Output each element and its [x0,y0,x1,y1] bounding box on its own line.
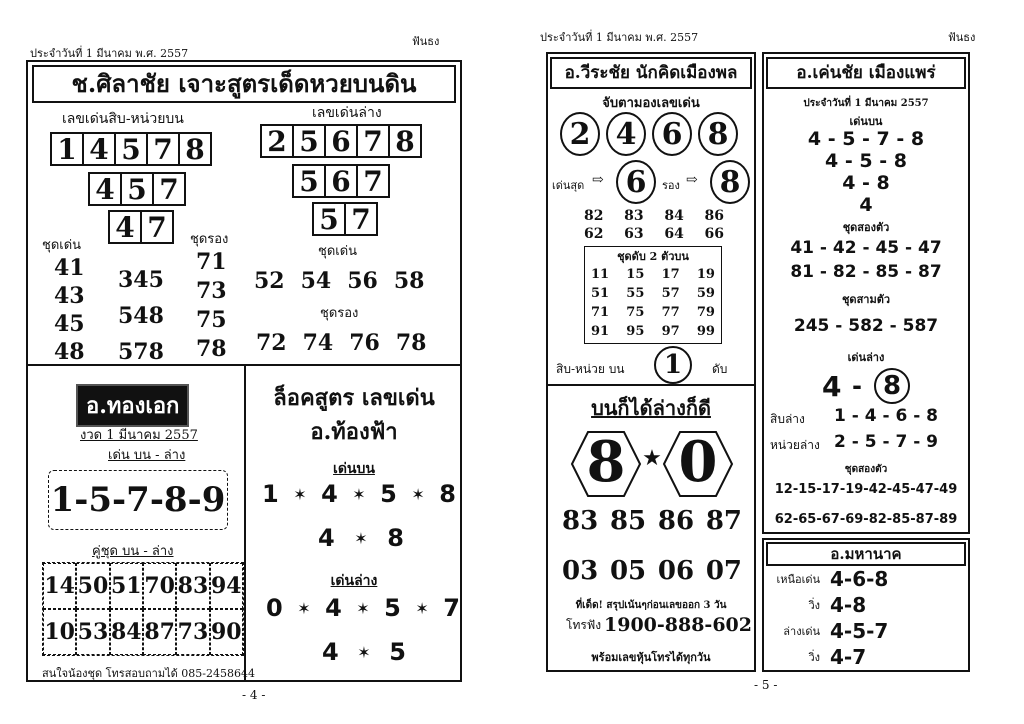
bonlang-num: 83 [562,506,599,536]
left-header-date: ประจำวันที่ 1 มีนาคม พ.ศ. 2557 [30,47,189,60]
dap-num: 71 [591,305,610,320]
weera-den-sut-circle [616,160,656,204]
bonlang-title: บนก็ได้ล่างก็ดี [591,396,711,420]
sila-num: 345 [118,267,164,293]
star-icon: ✶ [411,484,425,504]
right-header-brand: ฟันธง [948,31,976,44]
sila-top-row1 [52,132,212,166]
thongek-big-box [48,470,228,530]
weera-num: 66 [704,226,724,242]
mahanak-title-box [766,542,966,566]
number-circle: 2 [560,112,600,156]
weera-den-sut-value: 6 [625,164,647,200]
thongfa-title1: ล็อคสูตร เลขเด่น [273,385,435,411]
pair-cell: 94 [210,563,243,609]
digit-box: 5 [292,124,326,158]
star-icon: ✶ [352,484,366,504]
mahanak-value: 4-8 [830,593,867,617]
digit-box: 5 [312,202,346,236]
weera-num: 86 [704,208,724,224]
weera-num: 84 [664,208,684,224]
bonlang-num: 86 [657,506,695,536]
mahanak-row [764,592,968,618]
dap-num: 91 [591,324,610,339]
kenchai-lang-circle [874,368,910,404]
sila-num: 48 [54,339,85,365]
thongfa-num: 4 [325,594,342,622]
digit-box: 7 [146,132,180,166]
kenchai-chud-label: ชุดสองตัว [844,464,888,475]
thongek-footer: สนใจน้องชุด โทรสอบถามได้ 085-2458644 [42,667,255,680]
sila-num: 45 [54,311,85,337]
dap-num: 19 [696,267,715,282]
sila-chud-den-label: ชุดเด่น [42,238,82,253]
bonlang-note: ที่เด็ด! สรุปเน้นๆก่อนเลขออก 3 วัน [575,600,727,611]
dap-num: 97 [661,324,680,339]
pair-cell: 73 [176,609,209,655]
kenchai-bon-line: 4 - 5 - 8 [825,150,907,172]
number-circle: 6 [652,112,692,156]
digit-box: 4 [108,210,142,244]
sila-bottom-label: เลขเด่นล่าง [312,105,382,121]
kenchai-nuay-lang-label: หน่วยล่าง [770,438,820,452]
weera-circles [560,112,738,156]
pair-cell: 53 [76,609,109,655]
thongfa-num: 5 [389,638,406,666]
star-icon: ★ [642,446,662,471]
thongfa-num: 8 [387,524,404,552]
thongfa-title2: อ.ท้องฟ้า [310,419,398,445]
weera-rong-value: 8 [719,164,741,200]
dap-num: 15 [626,267,645,282]
kenchai-song-lines [766,236,966,284]
sila-right-den [254,268,425,294]
bonlang-left: 8 [586,429,626,495]
kenchai-sam-label: ชุดสามตัว [841,293,891,306]
weera-row2 [584,226,724,242]
left-header-brand: ฟันธง [412,35,440,48]
weera-dap-word: ดับ [712,362,728,376]
thongfa-top-row1 [262,480,456,508]
thongfa-top-row2 [318,524,404,552]
digit-box: 2 [260,124,294,158]
star-icon: ✶ [354,528,368,548]
kenchai-song-line: 41 - 42 - 45 - 47 [790,238,942,258]
thongek-big-number: 1-5-7-8-9 [50,480,226,520]
mahanak-title: อ.มหานาค [830,545,902,563]
sila-num: 578 [118,339,164,365]
weera-sip-label: สิบ-หน่วย บน [556,362,625,376]
pair-cell: 87 [143,609,176,655]
sila-left-col2 [118,262,164,370]
kenchai-bon-lines [766,128,966,216]
kenchai-lang-b: 8 [882,371,902,401]
digit-box: 6 [324,124,358,158]
kenchai-sam-line: 245 - 582 - 587 [793,316,939,336]
thongek-title: อ.ทองเอก [76,384,189,427]
kenchai-title: อ.เค่นชัย เมืองแพร่ [796,63,936,83]
dap-row [591,284,715,303]
sila-bottom-row2 [294,164,390,198]
sila-title-box [32,65,456,103]
star-icon: ✶ [357,642,371,662]
dap-num: 55 [626,286,645,301]
bonlang-row1 [562,506,742,536]
bonlang-phone: 1900-888-602 [604,614,752,636]
sila-num: 58 [393,268,425,294]
weera-den-sut-label: เด่นสุด [552,179,585,192]
sila-num: 54 [300,268,332,294]
weera-dap-rows [585,265,721,341]
bonlang-num: 07 [705,556,742,586]
digit-box: 5 [114,132,148,166]
digit-box: 4 [82,132,116,166]
sila-chud-rong-label: ชุดรอง [190,232,229,247]
mahanak-row [764,644,968,670]
mahanak-value: 4-6-8 [830,567,889,591]
bonlang-footer: พร้อมเลขหุ้นโทรได้ทุกวัน [591,651,711,664]
kenchai-lang-dash: - [852,372,862,400]
weera-sip-value: 1 [663,350,683,380]
digit-box: 5 [292,164,326,198]
weera-rong-circle [710,160,750,204]
thongfa-bottom-row1 [266,594,460,622]
sila-left-col1 [54,254,85,366]
sila-num: 56 [347,268,378,294]
weera-num: 64 [664,226,684,242]
weera-num: 62 [584,226,604,242]
digit-box: 7 [140,210,174,244]
thongfa-num: 8 [439,480,456,508]
sila-chud-rong-label-2: ชุดรอง [320,306,359,321]
sila-left-col3 [196,248,227,364]
bonlang-phone-label: โทรฟัง [566,618,602,632]
mahanak-label: วิ่ง [808,651,820,664]
number-circle: 4 [606,112,646,156]
thongek-pairs-grid [42,562,244,656]
sila-chud-den-label-2: ชุดเด่น [318,244,358,259]
dap-num: 99 [696,324,715,339]
pair-cell: 70 [143,563,176,609]
digit-box: 6 [324,164,358,198]
weera-num: 83 [624,208,644,224]
sila-num: 73 [196,278,227,304]
star-icon: ✶ [415,598,429,618]
digit-box: 8 [178,132,212,166]
sila-bottom-row1 [262,124,422,158]
sila-num: 78 [196,336,227,362]
kenchai-song-line: 81 - 82 - 85 - 87 [790,262,942,282]
kenchai-lang-a: 4 [822,370,842,403]
sila-num: 52 [254,268,285,294]
thongfa-num: 7 [443,594,460,622]
kenchai-nuay-lang: 2 - 5 - 7 - 9 [834,432,938,452]
dap-num: 77 [661,305,680,320]
dap-row [591,322,715,341]
thongfa-num: 4 [322,638,339,666]
thongfa-num: 1 [262,480,279,508]
weera-divider [548,384,754,386]
thongfa-top-label: เด่นบน [333,461,375,477]
dap-num: 95 [626,324,645,339]
sila-num: 78 [395,330,427,356]
kenchai-den-lang-label: เด่นล่าง [847,351,885,364]
weera-title-box [550,57,752,89]
sila-num: 41 [54,255,85,281]
digit-box: 5 [120,172,154,206]
sila-num: 75 [196,307,227,333]
star-icon: ✶ [297,598,311,618]
arrow-right-icon: ⇨ [592,172,604,188]
mahanak-rows [764,566,968,670]
weera-title: อ.วีระชัย นักคิดเมืองพล [564,63,738,83]
right-page-number: - 5 - [754,678,778,692]
kenchai-chud-line2: 62-65-67-69-82-85-87-89 [774,512,958,527]
weera-num: 63 [624,226,644,242]
digit-box: 7 [356,164,390,198]
dap-num: 17 [661,267,680,282]
sila-num: 72 [256,330,287,356]
mahanak-row [764,618,968,644]
thongfa-bottom-row2 [322,638,406,666]
thongek-den-label: เด่น บน - ล่าง [108,448,186,463]
sila-num: 71 [196,249,227,275]
bonlang-num: 03 [562,556,599,586]
mahanak-label: เหนือเด่น [776,573,820,586]
thongek-pair-label: คู่ชุด บน - ล่าง [92,544,174,559]
thongfa-num: 4 [321,480,338,508]
weera-row1 [584,208,724,224]
sila-bottom-row3 [314,202,378,236]
dap-num: 75 [626,305,645,320]
mahanak-value: 4-5-7 [830,619,889,643]
kenchai-date: ประจำวันที่ 1 มีนาคม 2557 [803,98,929,109]
weera-dap-label: ชุดดับ 2 ตัวบน [617,250,689,263]
bonlang-num: 87 [705,506,742,536]
pair-cell: 14 [43,563,76,609]
pair-cell: 51 [110,563,143,609]
thongfa-num: 0 [266,594,283,622]
kenchai-bon-line: 4 - 5 - 7 - 8 [807,128,925,150]
kenchai-bon-line: 4 - 8 [842,172,890,194]
weera-rong-label: รอง [662,179,680,192]
digit-box: 1 [50,132,84,166]
dap-num: 79 [696,305,715,320]
kenchai-song-label: ชุดสองตัว [842,221,890,234]
dap-num: 59 [696,286,715,301]
number-circle: 8 [698,112,738,156]
sila-top-row2 [90,172,186,206]
mahanak-row [764,566,968,592]
pair-cell: 84 [110,609,143,655]
digit-box: 7 [152,172,186,206]
weera-num: 82 [584,208,604,224]
mahanak-label: ล่างเด่น [783,625,820,638]
dap-num: 57 [661,286,680,301]
bonlang-num: 85 [609,506,647,536]
kenchai-sip-lang: 1 - 4 - 6 - 8 [834,406,938,426]
digit-box: 8 [388,124,422,158]
pair-cell: 10 [43,609,76,655]
arrow-right-icon: ⇨ [686,172,698,188]
left-page-number: - 4 - [242,688,266,702]
thongek-draw: งวด 1 มีนาคม 2557 [80,428,198,443]
kenchai-den-bon-label: เด่นบน [849,115,883,128]
kenchai-sip-lang-label: สิบล่าง [770,412,805,426]
sila-num: 76 [349,330,380,356]
bonlang-row2 [562,556,742,586]
pair-cell: 50 [76,563,109,609]
digit-box: 7 [356,124,390,158]
thongfa-num: 5 [384,594,401,622]
right-header-date: ประจำวันที่ 1 มีนาคม พ.ศ. 2557 [540,31,699,44]
star-icon: ✶ [356,598,370,618]
thongfa-num: 5 [380,480,397,508]
digit-box: 4 [88,172,122,206]
kenchai-chud-line1: 12-15-17-19-42-45-47-49 [774,482,958,497]
dap-num: 51 [591,286,610,301]
mahanak-value: 4-7 [830,645,867,669]
thongfa-bottom-label: เด่นล่าง [330,573,378,589]
digit-box: 7 [344,202,378,236]
sila-title: ช.ศิลาชัย เจาะสูตรเด็ดหวยบนดิน [71,69,417,98]
mahanak-label: วิ่ง [808,599,820,612]
star-icon: ✶ [293,484,307,504]
dap-num: 11 [591,267,610,282]
dap-row [591,265,715,284]
thongfa-num: 4 [318,524,335,552]
bonlang-num: 06 [657,556,695,586]
left-divider-v [244,364,246,682]
kenchai-title-box [766,57,966,89]
sila-right-rong [256,330,427,356]
sila-num: 43 [54,283,85,309]
pair-cell: 83 [176,563,209,609]
pair-cell: 90 [210,609,243,655]
weera-dap-box [584,246,722,344]
bonlang-num: 05 [609,556,647,586]
sila-num: 548 [118,303,164,329]
sila-num: 74 [302,330,334,356]
weera-sub: จับตามองเลขเด่น [602,96,700,111]
dap-row [591,303,715,322]
sila-top-row3 [110,210,174,244]
bonlang-right: 0 [678,429,718,495]
weera-sip-circle [654,346,692,384]
sila-top-label: เลขเด่นสิบ-หน่วยบน [62,111,184,127]
kenchai-bon-line: 4 [859,194,873,216]
